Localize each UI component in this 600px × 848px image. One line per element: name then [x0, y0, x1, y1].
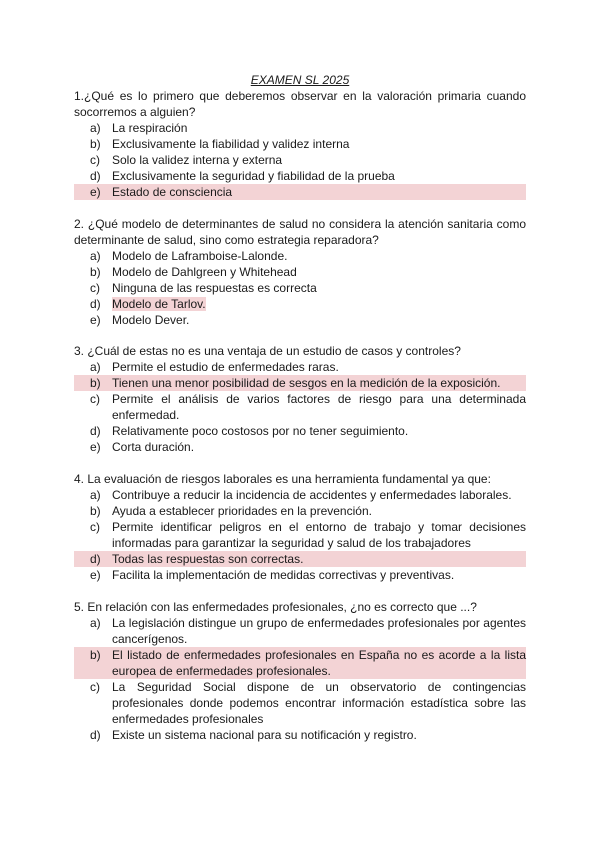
- option-text: Tienen una menor posibilidad de sesgos en la medición de la exposición.: [112, 376, 501, 390]
- option-c: [74, 679, 526, 727]
- question-5: [74, 599, 526, 743]
- option-letter: e): [90, 568, 101, 582]
- question-stem: 2. ¿Qué modelo de determinantes de salud no considera la atención sanitaria como determinante de salud, sino como estrategia reparadora?: [74, 217, 526, 247]
- question-1: [74, 88, 526, 200]
- option-d-highlighted-answer: [74, 296, 526, 312]
- option-text: Exclusivamente la seguridad y fiabilidad de la prueba: [112, 169, 395, 183]
- option-letter: d): [90, 424, 101, 438]
- option-list: [74, 120, 526, 200]
- option-text: Corta duración.: [112, 440, 195, 454]
- option-a: [74, 248, 526, 264]
- question-stem: 4. La evaluación de riesgos laborales es una herramienta fundamental ya que:: [74, 472, 491, 486]
- option-text: Exclusivamente la fiabilidad y validez interna: [112, 137, 350, 151]
- option-list: [74, 359, 526, 455]
- option-c: [74, 391, 526, 423]
- option-list: [74, 615, 526, 743]
- option-letter: b): [90, 376, 101, 390]
- option-letter: b): [90, 504, 101, 518]
- option-text: Estado de consciencia: [112, 185, 233, 199]
- question-stem: 5. En relación con las enfermedades profesionales, ¿no es correcto que ...?: [74, 600, 477, 614]
- option-e: [74, 567, 526, 583]
- option-text: Facilita la implementación de medidas correctivas y preventivas.: [112, 568, 455, 582]
- option-letter: e): [90, 313, 101, 327]
- option-e: [74, 439, 526, 455]
- option-e-highlighted-answer: [74, 184, 526, 200]
- option-text: Solo la validez interna y externa: [112, 153, 283, 167]
- option-letter: d): [90, 297, 101, 311]
- option-letter: d): [90, 169, 101, 183]
- option-text: Modelo de Tarlov.: [112, 297, 206, 311]
- option-text: Modelo de Dahlgreen y Whitehead: [112, 265, 297, 279]
- option-a: [74, 487, 526, 503]
- option-text: Permite el análisis de varios factores de riesgo para una determinada enfermedad.: [112, 392, 526, 422]
- option-text: Todas las respuestas son correctas.: [112, 552, 304, 566]
- option-text: Modelo Dever.: [112, 313, 190, 327]
- option-list: [74, 248, 526, 328]
- option-letter: d): [90, 728, 101, 742]
- option-d-highlighted-answer: [74, 551, 526, 567]
- option-text: Contribuye a reducir la incidencia de accidentes y enfermedades laborales.: [112, 488, 512, 502]
- question-stem: 3. ¿Cuál de estas no es una ventaja de un estudio de casos y controles?: [74, 344, 461, 358]
- option-text: La legislación distingue un grupo de enfermedades profesionales por agentes cancerígenos.: [112, 616, 526, 646]
- option-letter: d): [90, 552, 101, 566]
- option-text: Permite el estudio de enfermedades raras.: [112, 360, 339, 374]
- option-d: [74, 423, 526, 439]
- option-letter: c): [90, 281, 100, 295]
- option-text: Ayuda a establecer prioridades en la prevención.: [112, 504, 372, 518]
- option-text: La Seguridad Social dispone de un observatorio de contingencias profesionales donde podemos encontrar información estadística sobre las enfermedades profesionales: [112, 680, 526, 726]
- option-text: Ninguna de las respuestas es correcta: [112, 281, 317, 295]
- option-letter: b): [90, 137, 101, 151]
- option-letter: c): [90, 392, 100, 406]
- option-list: [74, 487, 526, 583]
- option-d: [74, 168, 526, 184]
- option-text: Existe un sistema nacional para su notificación y registro.: [112, 728, 417, 742]
- option-letter: c): [90, 520, 100, 534]
- option-b: [74, 503, 526, 519]
- option-letter: c): [90, 153, 100, 167]
- option-letter: a): [90, 360, 101, 374]
- option-e: [74, 312, 526, 328]
- question-2: [74, 216, 526, 328]
- option-letter: e): [90, 440, 101, 454]
- option-text: Permite identificar peligros en el entorno de trabajo y tomar decisiones informadas para garantizar la seguridad y salud de los trabajadores: [112, 520, 526, 550]
- option-b: [74, 136, 526, 152]
- option-letter: e): [90, 185, 101, 199]
- option-letter: a): [90, 121, 101, 135]
- option-a: [74, 615, 526, 647]
- question-4: [74, 471, 526, 583]
- option-letter: a): [90, 488, 101, 502]
- option-b-highlighted-answer: [74, 375, 526, 391]
- option-letter: a): [90, 616, 101, 630]
- option-a: [74, 120, 526, 136]
- exam-title: EXAMEN SL 2025: [250, 73, 350, 87]
- option-c: [74, 152, 526, 168]
- option-c: [74, 280, 526, 296]
- option-text: El listado de enfermedades profesionales en España no es acorde a la lista europea de enfermedades profesionales.: [112, 648, 526, 678]
- question-stem: 1.¿Qué es lo primero que deberemos observar en la valoración primaria cuando socorremos a alguien?: [74, 89, 526, 119]
- option-c: [74, 519, 526, 551]
- option-d: [74, 727, 526, 743]
- option-letter: c): [90, 680, 100, 694]
- option-b-highlighted-answer: [74, 647, 526, 679]
- option-letter: b): [90, 265, 101, 279]
- question-3: [74, 343, 526, 455]
- option-letter: a): [90, 249, 101, 263]
- option-text: La respiración: [112, 121, 188, 135]
- option-letter: b): [90, 648, 101, 662]
- option-a: [74, 359, 526, 375]
- option-text: Modelo de Laframboise-Lalonde.: [112, 249, 288, 263]
- option-b: [74, 264, 526, 280]
- option-text: Relativamente poco costosos por no tener seguimiento.: [112, 424, 409, 438]
